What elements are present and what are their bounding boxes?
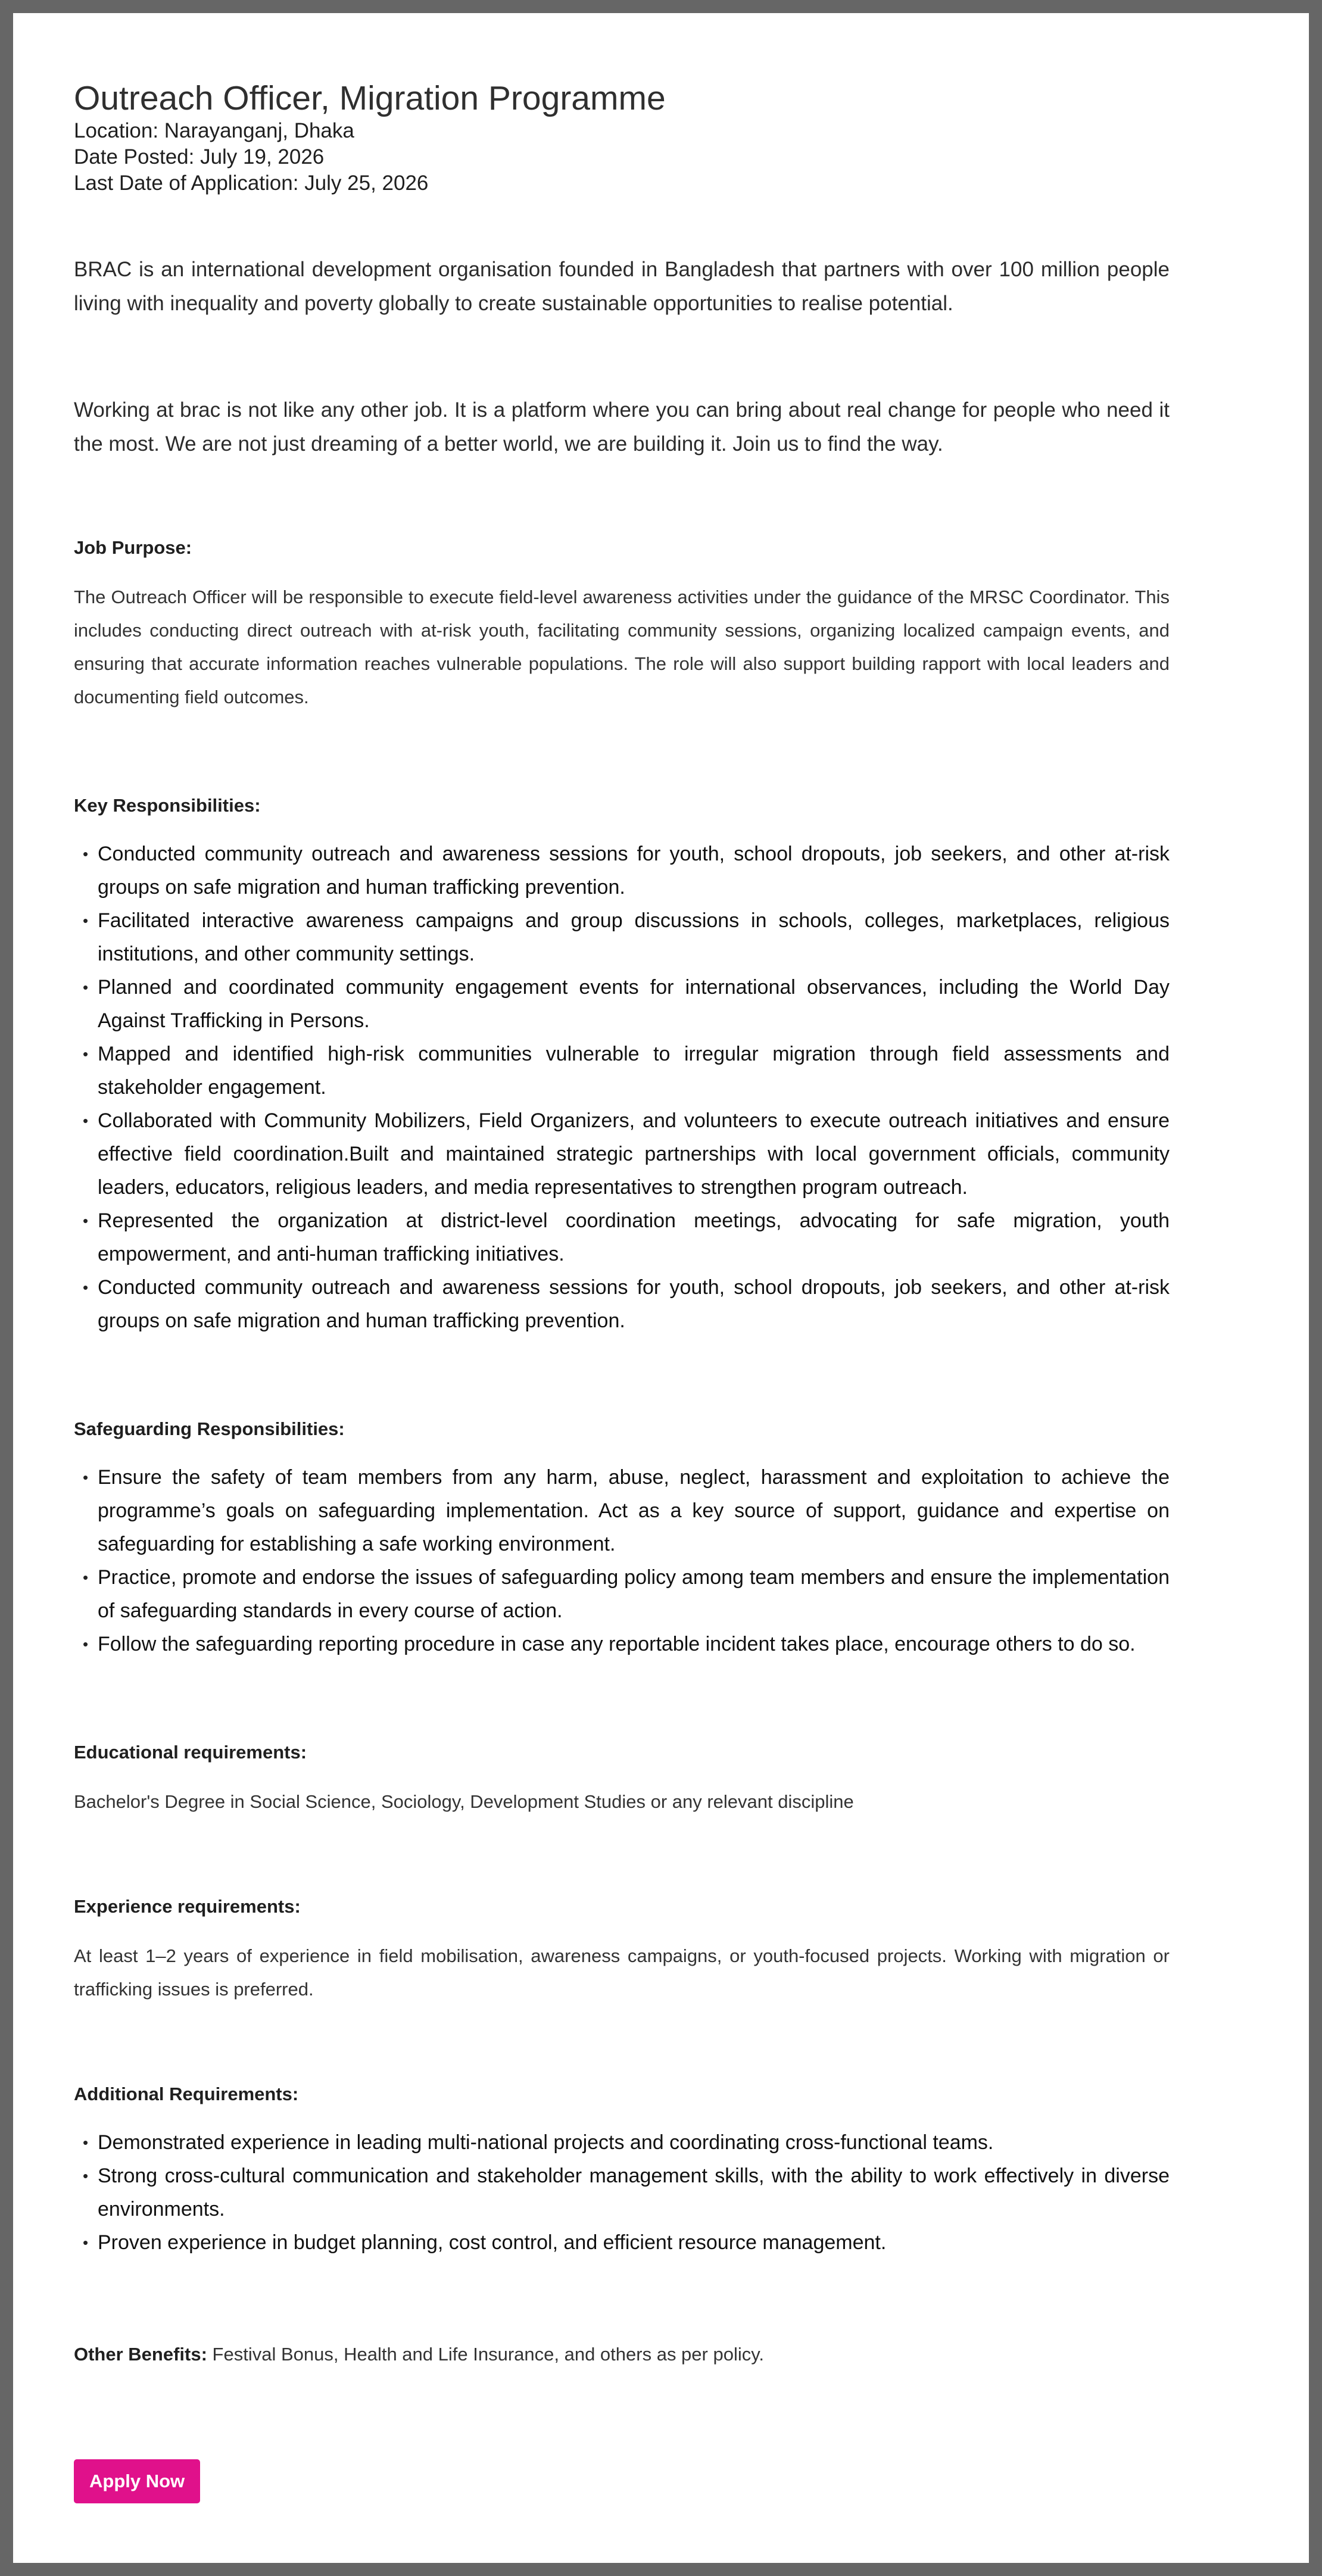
- list-item-text: Strong cross-cultural communication and stakeholder management skills, with the ability to work effectively in diverse environments.: [98, 2165, 1170, 2221]
- job-title: Outreach Officer, Migration Programme: [74, 79, 666, 117]
- bullet-icon: •: [83, 978, 89, 996]
- bullet-icon: •: [83, 1112, 89, 1130]
- list-item-text: Collaborated with Community Mobilizers, Field Organizers, and volunteers to execute outreach initiatives and ensure effective field coordination.Built and maintained strategic partnerships with local government officials, community leaders, educators, religious leaders, and media representatives to strengthen program outreach.: [98, 1109, 1170, 1199]
- safeguarding-list: [74, 1461, 1170, 1661]
- list-item-text: Mapped and identified high-risk communities vulnerable to irregular migration through field assessments and stakeholder engagement.: [98, 1043, 1170, 1099]
- job-posting-page: [13, 13, 1309, 2563]
- list-item-text: Ensure the safety of team members from any harm, abuse, neglect, harassment and exploitation to achieve the programme’s goals on safeguarding implementation. Act as a key source of support, guidance and expertise on safeguarding for establishing a safe working environment.: [98, 1466, 1170, 1555]
- list-item-text: Represented the organization at district-level coordination meetings, advocating for safe migration, youth empowerment, and anti-human trafficking initiatives.: [98, 1209, 1170, 1265]
- list-item-text: Proven experience in budget planning, cost control, and efficient resource management.: [98, 2231, 887, 2254]
- list-item-text: Conducted community outreach and awareness sessions for youth, school dropouts, job seekers, and other at-risk groups on safe migration and human trafficking prevention.: [98, 1276, 1170, 1332]
- educational-requirements-heading: Educational requirements:: [74, 1742, 307, 1763]
- list-item: [74, 837, 1170, 904]
- list-item: [74, 1271, 1170, 1337]
- bullet-icon: •: [83, 912, 89, 930]
- list-item-text: Facilitated interactive awareness campaigns and group discussions in schools, colleges, marketplaces, religious institutions, and other community settings.: [98, 909, 1170, 965]
- list-item: [74, 1104, 1170, 1204]
- list-item: [74, 1561, 1170, 1627]
- key-responsibilities-list: [74, 837, 1170, 1337]
- bullet-icon: •: [83, 1212, 89, 1230]
- bullet-icon: •: [83, 2234, 89, 2251]
- bullet-icon: •: [83, 2134, 89, 2151]
- job-purpose-text: The Outreach Officer will be responsible to execute field-level awareness activities under the guidance of the MRSC Coordinator. This includes conducting direct outreach with at-risk youth, facilitating community sessions, organizing localized campaign events, and ensuring that accurate information reaches vulnerable populations. The role will also support building rapport with local leaders and documenting field outcomes.: [74, 587, 1170, 707]
- bullet-icon: •: [83, 1568, 89, 1586]
- experience-requirements-heading: Experience requirements:: [74, 1896, 301, 1917]
- job-posting-content: [74, 79, 1170, 2503]
- list-item: [74, 1037, 1170, 1104]
- job-location: Location: Narayanganj, Dhaka: [74, 119, 354, 142]
- key-responsibilities-heading: Key Responsibilities:: [74, 795, 261, 816]
- bullet-icon: •: [83, 845, 89, 863]
- other-benefits: [74, 2338, 1170, 2371]
- list-item: [74, 1461, 1170, 1561]
- list-item-text: Conducted community outreach and awareness sessions for youth, school dropouts, job seekers, and other at-risk groups on safe migration and human trafficking prevention.: [98, 843, 1170, 899]
- apply-now-button[interactable]: Apply Now: [74, 2459, 200, 2503]
- bullet-icon: •: [83, 2167, 89, 2185]
- other-benefits-label: Other Benefits:: [74, 2344, 207, 2365]
- educational-requirements-text: Bachelor's Degree in Social Science, Sociology, Development Studies or any relevant discipline: [74, 1791, 854, 1812]
- other-benefits-text: Festival Bonus, Health and Life Insurance, and others as per policy.: [207, 2344, 765, 2365]
- list-item-text: Planned and coordinated community engagement events for international observances, including the World Day Against Trafficking in Persons.: [98, 976, 1170, 1032]
- job-purpose-heading: Job Purpose:: [74, 537, 192, 558]
- additional-requirements-heading: Additional Requirements:: [74, 2084, 299, 2104]
- bullet-icon: •: [83, 1278, 89, 1296]
- list-item: [74, 1204, 1170, 1271]
- list-item: [74, 1627, 1170, 1661]
- list-item: [74, 2226, 1170, 2259]
- apply-row: [74, 2459, 1170, 2503]
- list-item-text: Follow the safeguarding reporting procedure in case any reportable incident takes place, encourage others to do so.: [98, 1633, 1136, 1655]
- list-item: [74, 904, 1170, 971]
- bullet-icon: •: [83, 1045, 89, 1063]
- bullet-icon: •: [83, 1468, 89, 1486]
- additional-requirements-list: [74, 2126, 1170, 2259]
- list-item: [74, 2159, 1170, 2226]
- list-item: [74, 971, 1170, 1037]
- safeguarding-heading: Safeguarding Responsibilities:: [74, 1418, 345, 1439]
- list-item-text: Practice, promote and endorse the issues of safeguarding policy among team members and ensure the implementation of safeguarding standards in every course of action.: [98, 1566, 1170, 1622]
- job-last-date: Last Date of Application: July 25, 2026: [74, 171, 429, 195]
- experience-requirements-text: At least 1–2 years of experience in field mobilisation, awareness campaigns, or youth-focused projects. Working with migration or trafficking issues is preferred.: [74, 1945, 1170, 2000]
- job-date-posted: Date Posted: July 19, 2026: [74, 145, 325, 169]
- list-item: [74, 2126, 1170, 2159]
- bullet-icon: •: [83, 1635, 89, 1653]
- intro-working-at-brac: Working at brac is not like any other job. It is a platform where you can bring about real change for people who need it the most. We are not just dreaming of a better world, we are building it. Join us to find the way.: [74, 398, 1170, 456]
- intro-about-brac: BRAC is an international development organisation founded in Bangladesh that partners with over 100 million people living with inequality and poverty globally to create sustainable opportunities to realise potential.: [74, 258, 1170, 315]
- list-item-text: Demonstrated experience in leading multi-national projects and coordinating cross-functional teams.: [98, 2131, 994, 2154]
